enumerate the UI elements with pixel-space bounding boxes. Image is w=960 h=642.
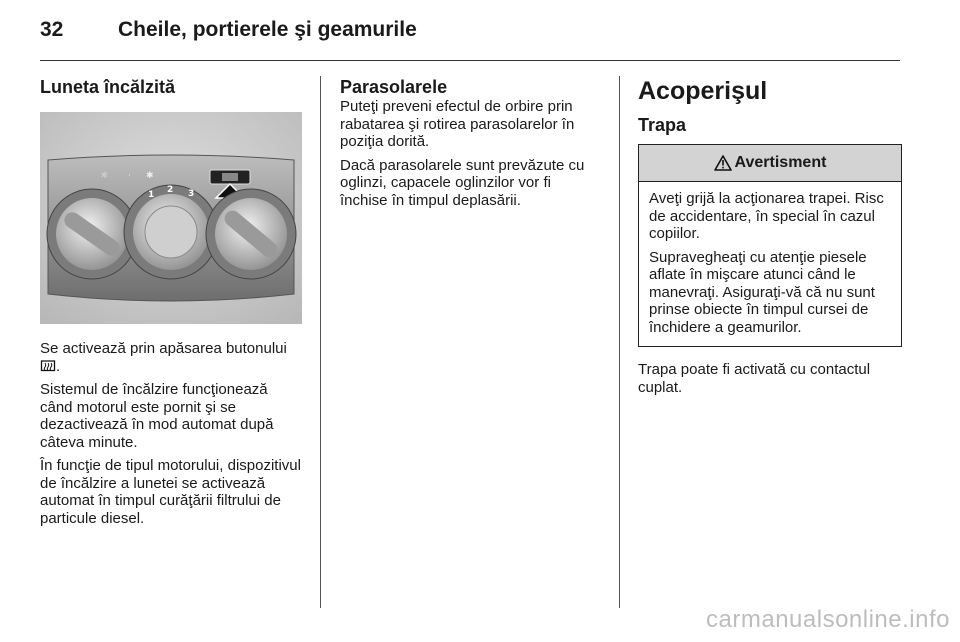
svg-text:✱: ✱ [146, 171, 154, 181]
paragraph-sunroof-ignition: Trapa poate fi activată cu contactul cuplat. [638, 361, 871, 396]
warning-body [639, 182, 901, 346]
warning-box [638, 144, 902, 347]
svg-text:☼: ☼ [100, 171, 109, 181]
column-sun-visors [340, 76, 602, 215]
paragraph-visor-glare: Puteţi preveni efectul de orbire prin rabatarea şi rotirea parasolarelor în poziţia dorită. [340, 98, 575, 150]
paragraph-activation [40, 340, 302, 375]
svg-text:2: 2 [167, 185, 174, 195]
page-header [40, 18, 900, 58]
watermark-text: carmanualsonline.info [706, 606, 950, 633]
column-divider-1 [320, 76, 321, 608]
section-heading-roof: Acoperişul [638, 77, 768, 105]
chapter-title: Cheile, portierele şi geamurile [118, 18, 417, 41]
column-roof [638, 76, 902, 402]
climate-control-photo [40, 112, 302, 324]
warning-title: Avertisment [734, 154, 827, 171]
activation-text: Se activează prin apăsarea butonului [40, 340, 287, 357]
svg-text:3: 3 [188, 189, 195, 199]
section-heading-rear-window: Luneta încălzită [40, 77, 176, 97]
page-number: 32 [40, 18, 64, 41]
column-rear-window [40, 76, 302, 533]
paragraph-diesel-filter: În funcţie de tipul motorului, dispozitivul de încălzire a lunetei se activează automat în timpul curăţării filtrului de particule diesel. [40, 457, 301, 527]
paragraph-operation: Sistemul de încălzire funcţionează când motorul este pornit şi se dezactivează în mod automat după câteva minute. [40, 381, 274, 451]
activation-text-end: . [56, 357, 61, 375]
column-divider-2 [619, 76, 620, 608]
section-heading-sun-visors: Parasolarele [340, 77, 448, 97]
warning-header [639, 145, 901, 182]
header-rule [40, 60, 900, 61]
warning-paragraph-supervise: Supravegheaţi cu atenţie piesele aflate în mişcare atunci când le manevraţi. Asiguraţi-vă că nu sunt prinse obiecte în timpul cursei de închidere a geamurilor. [649, 248, 875, 336]
svg-text:1: 1 [148, 190, 155, 200]
warning-paragraph-care: Aveţi grijă la acţionarea trapei. Risc de accidentare, în special în cazul copiilor. [649, 190, 884, 242]
svg-text:·: · [128, 171, 131, 181]
warning-triangle-icon [714, 155, 732, 171]
paragraph-visor-mirrors: Dacă parasolarele sunt prevăzute cu oglinzi, capacele oglinzilor vor fi închise în timpul deplasării. [340, 156, 585, 209]
subheading-sunroof: Trapa [638, 115, 687, 135]
rear-window-defrost-icon [40, 359, 56, 373]
